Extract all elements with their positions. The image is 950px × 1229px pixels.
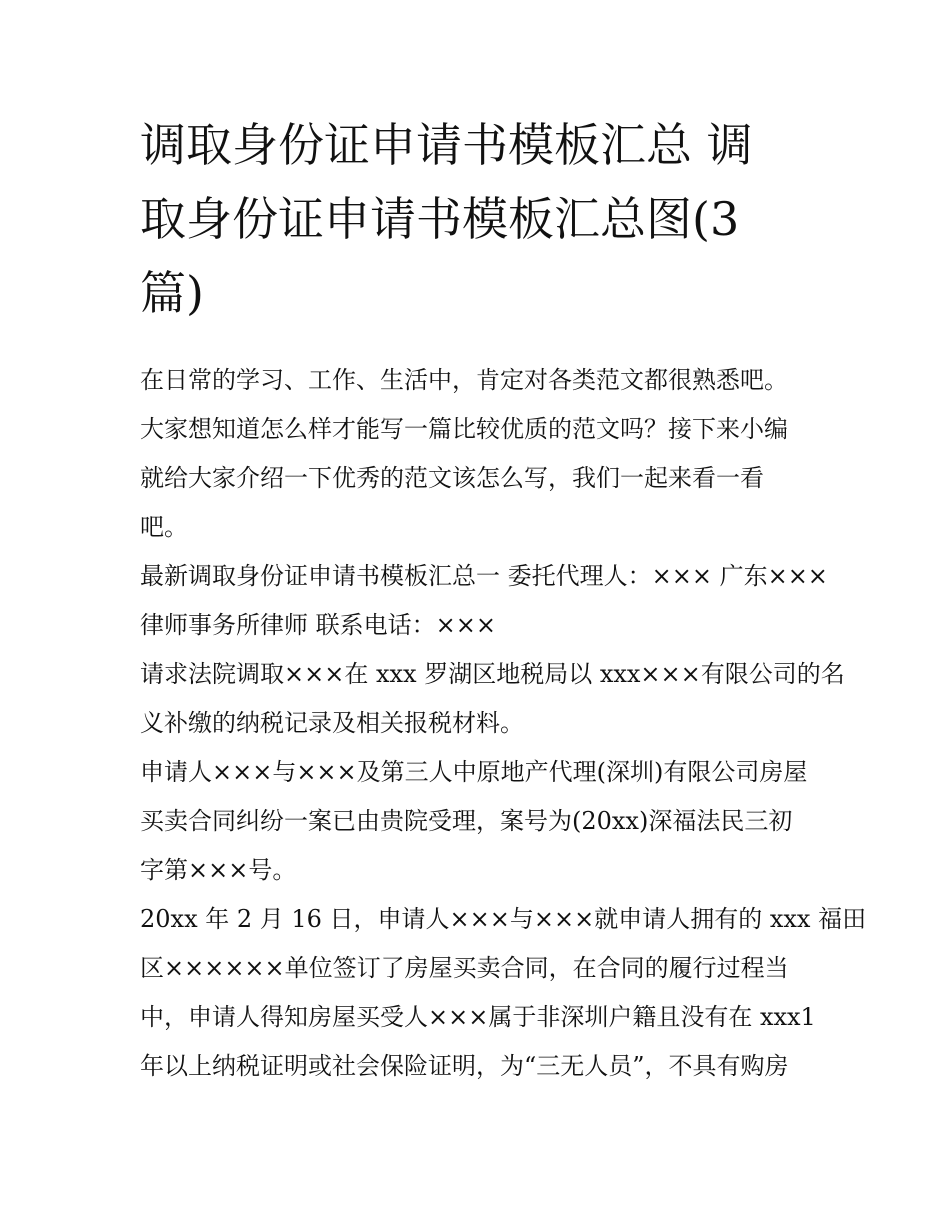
title-line: 取身份证申请书模板汇总图(3 [140,192,740,246]
body-line: 中，申请人得知房屋买受人×××属于非深圳户籍且没有在 xxx1 [140,1003,816,1031]
body-line: 在日常的学习、工作、生活中，肯定对各类范文都很熟悉吧。 [140,366,788,394]
body-line: 20xx 年 2 月 16 日，申请人×××与×××就申请人拥有的 xxx 福田 [140,905,867,933]
document-body [140,356,867,1091]
body-line: 买卖合同纠纷一案已由贵院受理，案号为(20xx)深福法民三初 [140,807,793,835]
body-line: 义补缴的纳税记录及相关报税材料。 [140,709,524,737]
body-line: 年以上纳税证明或社会保险证明，为“三无人员”，不具有购房 [140,1052,789,1080]
body-line: 区××××××单位签订了房屋买卖合同，在合同的履行过程当 [140,954,789,982]
body-line: 就给大家介绍一下优秀的范文该怎么写，我们一起来看一看 [140,464,764,492]
body-line: 吧。 [140,513,188,541]
document-title [140,108,820,330]
title-line: 篇) [140,266,204,320]
body-line: 请求法院调取×××在 xxx 罗湖区地税局以 xxx×××有限公司的名 [140,660,845,688]
title-line: 调取身份证申请书模板汇总 调 [140,118,753,172]
body-line: 大家想知道怎么样才能写一篇比较优质的范文吗？接下来小编 [140,415,788,443]
body-line: 最新调取身份证申请书模板汇总一 委托代理人：××× 广东××× [140,562,828,590]
body-line: 字第×××号。 [140,856,297,884]
body-line: 申请人×××与×××及第三人中原地产代理(深圳)有限公司房屋 [140,758,808,786]
body-line: 律师事务所律师 联系电话：××× [140,611,496,639]
